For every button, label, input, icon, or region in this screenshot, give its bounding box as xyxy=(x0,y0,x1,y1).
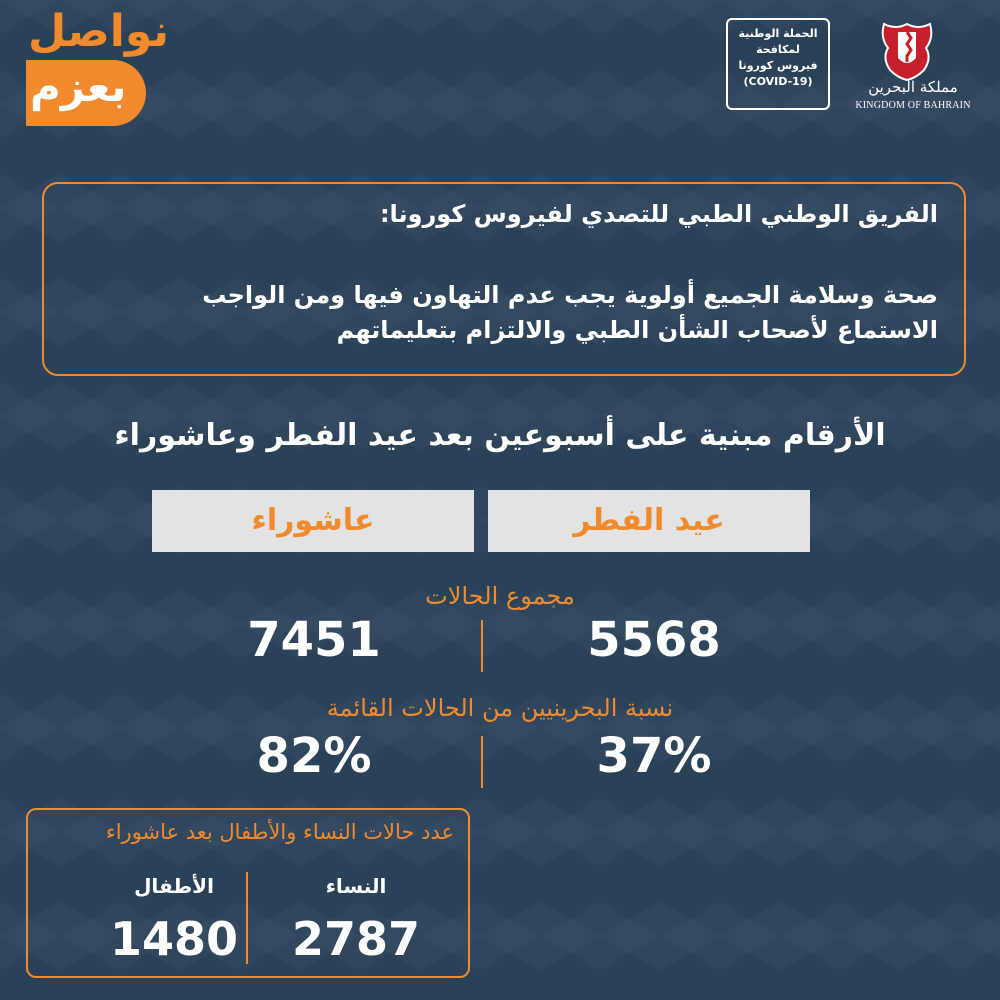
message-body-line2: الاستماع لأصحاب الشأن الطبي والالتزام بتعليماتهم xyxy=(336,315,938,344)
kingdom-name-english: KINGDOM OF BAHRAIN xyxy=(855,100,971,111)
bahrain-emblem-icon xyxy=(878,18,936,82)
message-heading: الفريق الوطني الطبي للتصدي لفيروس كورونا: xyxy=(379,200,938,228)
message-body xyxy=(202,278,938,348)
women-children-title: عدد حالات النساء والأطفال بعد عاشوراء xyxy=(105,820,454,844)
column-header-ashura: عاشوراء xyxy=(152,490,474,552)
brand-logo-line1: نواصل xyxy=(28,6,169,57)
bahraini-pct-label: نسبة البحرينيين من الحالات القائمة xyxy=(326,694,674,722)
children-value: 1480 xyxy=(109,912,239,966)
campaign-line2: لمكافحة xyxy=(756,42,800,56)
total-cases-ashura-value: 7451 xyxy=(247,612,381,668)
total-cases-divider xyxy=(481,620,483,672)
bahraini-pct-divider xyxy=(481,736,483,788)
campaign-line1: الحملة الوطنية xyxy=(738,27,818,40)
campaign-badge xyxy=(726,18,830,110)
women-children-box xyxy=(26,808,470,978)
bahraini-pct-fitr-value: 37% xyxy=(596,728,712,784)
brand-logo-line2: بعزم xyxy=(30,62,127,111)
women-label: النساء xyxy=(325,874,387,898)
campaign-line4: (COVID-19) xyxy=(743,74,813,88)
total-cases-fitr-value: 5568 xyxy=(587,612,721,668)
total-cases-label: مجموع الحالات xyxy=(425,582,575,610)
message-body-line1: صحة وسلامة الجميع أولوية يجب عدم التهاون فيها ومن الواجب xyxy=(202,281,938,309)
section-title: الأرقام مبنية على أسبوعين بعد عيد الفطر وعاشوراء xyxy=(114,418,886,453)
column-header-eid-fitr: عيد الفطر xyxy=(488,490,810,552)
bahraini-pct-ashura-value: 82% xyxy=(256,728,372,784)
campaign-line3: فيروس كورونا xyxy=(738,58,818,72)
message-box xyxy=(42,182,966,376)
women-value: 2787 xyxy=(291,912,421,966)
kingdom-name-arabic: مملكة البحرين xyxy=(868,78,958,96)
children-label: الأطفال xyxy=(134,874,214,898)
